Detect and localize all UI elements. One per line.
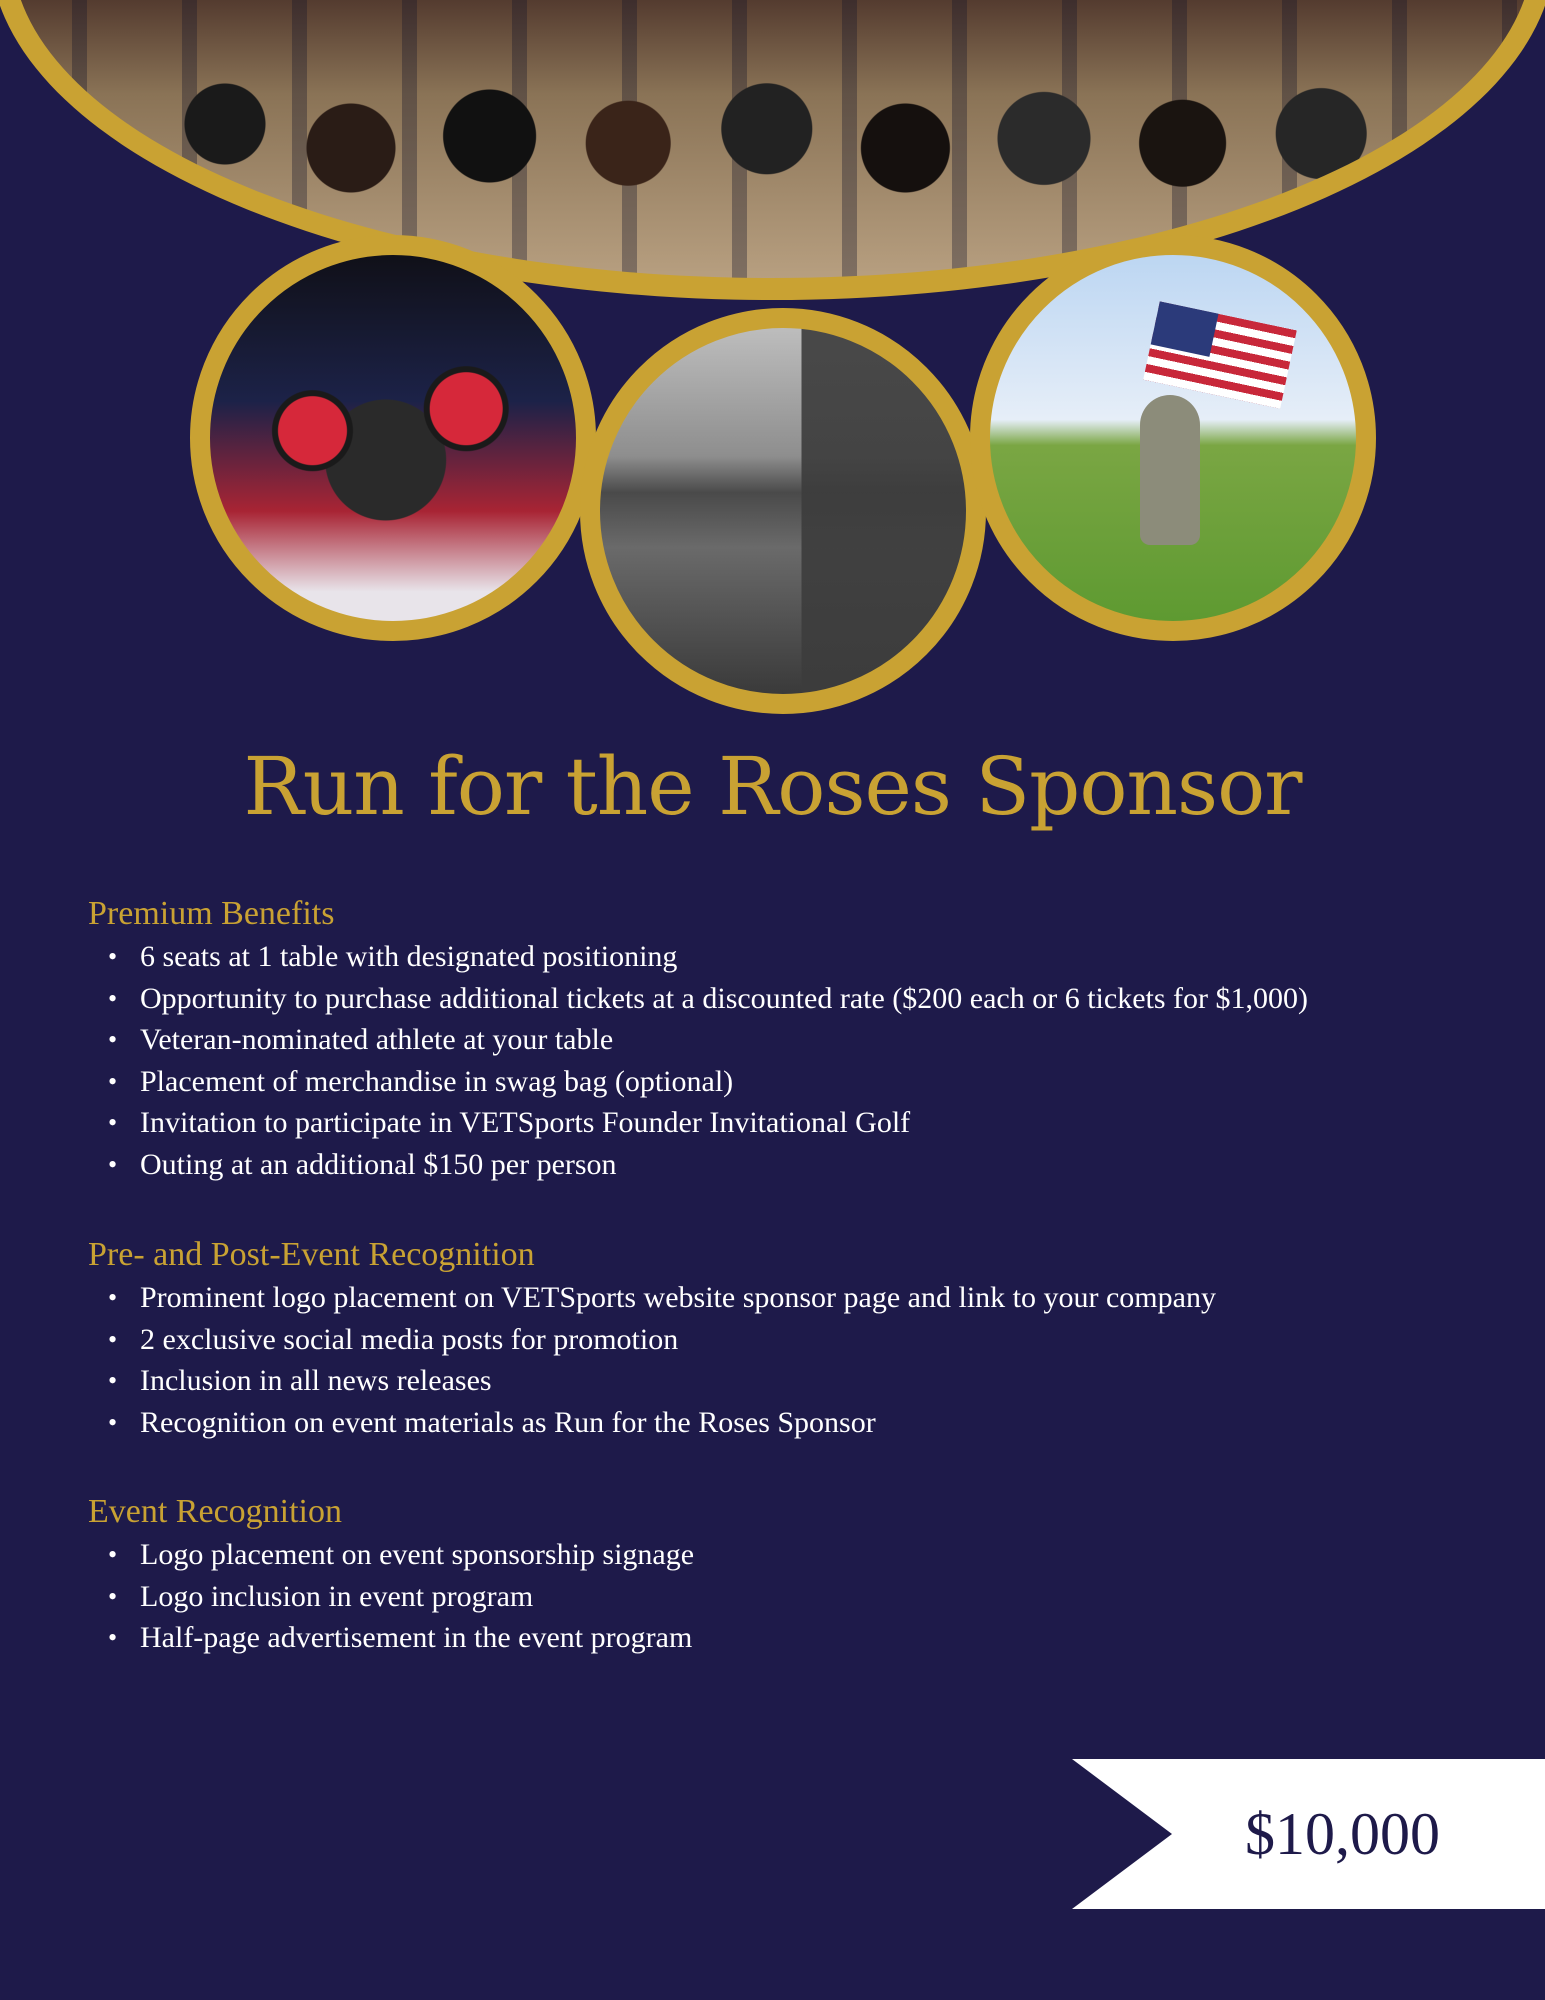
weightlifter-photo bbox=[190, 235, 596, 641]
benefit-list bbox=[88, 1277, 1508, 1443]
premium-benefits-section bbox=[88, 892, 1508, 1185]
list-item: • Placement of merchandise in swag bag (optional) bbox=[140, 1061, 1508, 1103]
price-label: $10,000 bbox=[1245, 1801, 1440, 1867]
list-item: • 2 exclusive social media posts for promotion bbox=[140, 1319, 1508, 1361]
benefit-list bbox=[88, 936, 1508, 1185]
benefit-list bbox=[88, 1534, 1508, 1659]
list-item: • Veteran-nominated athlete at your table bbox=[140, 1019, 1508, 1061]
list-item: • Invitation to participate in VETSports Founder Invitational Golf bbox=[140, 1102, 1508, 1144]
soldier-with-flag-photo bbox=[970, 235, 1376, 641]
list-item: • Half-page advertisement in the event program bbox=[140, 1617, 1508, 1659]
list-item: • Opportunity to purchase additional tickets at a discounted rate ($200 each or 6 tickets for $1,000) bbox=[140, 978, 1508, 1020]
section-heading: Pre- and Post-Event Recognition bbox=[88, 1236, 535, 1273]
horse-race-photo bbox=[0, 0, 1545, 300]
page-title: Run for the Roses Sponsor bbox=[243, 740, 1302, 833]
section-heading: Premium Benefits bbox=[88, 895, 335, 932]
list-item: • Recognition on event materials as Run for the Roses Sponsor bbox=[140, 1402, 1508, 1444]
list-item: • Outing at an additional $150 per person bbox=[140, 1144, 1508, 1186]
list-item: • Prominent logo placement on VETSports website sponsor page and link to your company bbox=[140, 1277, 1508, 1319]
historic-soldiers-photo bbox=[580, 308, 986, 714]
american-flag-icon bbox=[1143, 301, 1297, 408]
list-item: • Logo inclusion in event program bbox=[140, 1576, 1508, 1618]
section-heading: Event Recognition bbox=[88, 1493, 343, 1530]
pre-post-event-recognition-section bbox=[88, 1233, 1508, 1443]
list-item: • Inclusion in all news releases bbox=[140, 1360, 1508, 1402]
running-soldier-figure bbox=[1140, 395, 1200, 545]
event-recognition-section bbox=[88, 1490, 1508, 1659]
list-item: • 6 seats at 1 table with designated positioning bbox=[140, 936, 1508, 978]
list-item: • Logo placement on event sponsorship signage bbox=[140, 1534, 1508, 1576]
